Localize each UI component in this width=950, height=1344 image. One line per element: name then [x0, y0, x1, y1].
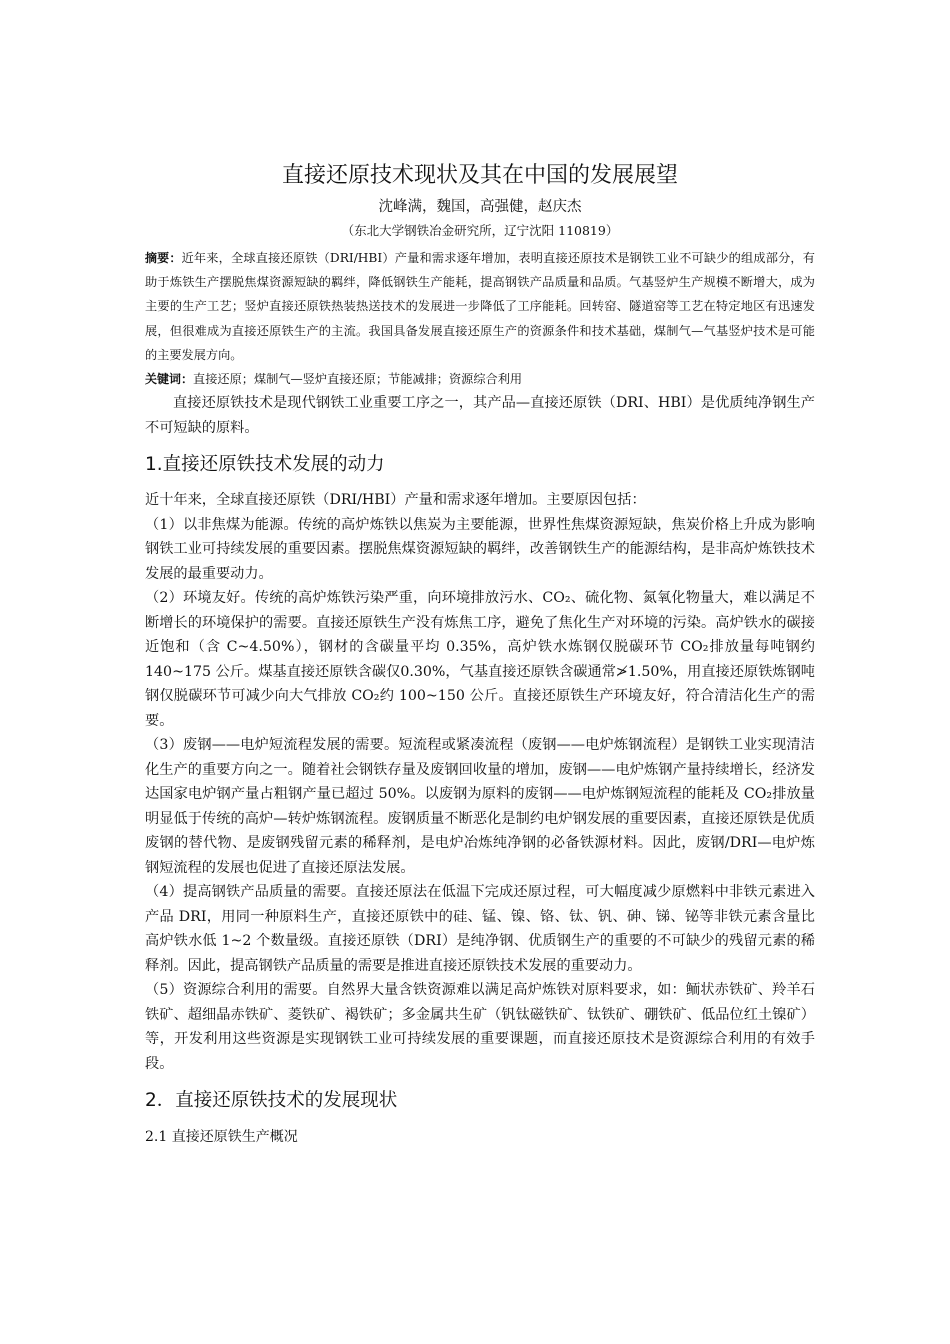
- section-1-heading: 1.直接还原铁技术发展的动力: [145, 454, 385, 476]
- section-1-lead: 近十年来，全球直接还原铁（DRI/HBI）产量和需求逐年增加。主要原因包括：: [145, 492, 646, 509]
- paper-page: [145, 158, 815, 1150]
- abstract-label: 摘要：: [145, 251, 182, 265]
- intro-paragraph: 直接还原铁技术是现代钢铁工业重要工序之一，其产品—直接还原铁（DRI、HBI）是优质纯净钢生产不可短缺的原料。: [145, 395, 815, 436]
- abstract-text: 近年来，全球直接还原铁（DRI/HBI）产量和需求逐年增加，表明直接还原技术是钢铁工业不可缺少的组成部分，有助于炼铁生产摆脱焦煤资源短缺的羁绊，降低钢铁生产能耗，提高钢铁产品质量和品质。气基竖炉生产规模不断增大，成为主要的生产工艺；竖炉直接还原铁热装热送技术的发展进一步降低了工序能耗。回转窑、隧道窑等工艺在特定地区有迅速发展，但很难成为直接还原铁生产的主流。我国具备发展直接还原生产的资源条件和技术基础，煤制气—气基竖炉技术是可能的主要发展方向。: [145, 251, 815, 362]
- keywords-label: 关键词：: [145, 372, 194, 387]
- abstract: [145, 246, 815, 367]
- section-1-item-3: （3）废钢——电炉短流程发展的需要。短流程或紧凑流程（废钢——电炉炼钢流程）是钢铁工业实现清洁化生产的重要方向之一。随着社会钢铁存量及废钢回收量的增加，废钢——电炉炼钢产量持续增长，经济发达国家电炉钢产量占粗钢产量已超过 50%。以废钢为原料的废钢——电炉炼钢短流程的能耗及 CO₂排放量明显低于传统的高炉—转炉炼钢流程。废钢质量不断恶化是制约电炉钢发展的重要因素，直接还原铁是优质废钢的替代物、是废钢残留元素的稀释剂，是电炉冶炼纯净钢的必备铁源材料。因此，废钢/DRI—电炉炼钢短流程的发展也促进了直接还原法发展。: [145, 737, 815, 876]
- paper-title: 直接还原技术现状及其在中国的发展展望: [281, 163, 678, 188]
- section-1-item-1: （1）以非焦煤为能源。传统的高炉炼铁以焦炭为主要能源，世界性焦煤资源短缺，焦炭价格上升成为影响钢铁工业可持续发展的重要因素。摆脱焦煤资源短缺的羁绊，改善钢铁生产的能源结构，是非高炉炼铁技术发展的最重要动力。: [145, 516, 815, 582]
- affiliation: （东北大学钢铁冶金研究所，辽宁沈阳 110819）: [341, 223, 619, 238]
- section-2-heading: 2．直接还原铁技术的发展现状: [145, 1090, 398, 1112]
- section-1-item-4: （4）提高钢铁产品质量的需要。直接还原法在低温下完成还原过程，可大幅度减少原燃料中非铁元素进入产品 DRI，用同一种原料生产，直接还原铁中的硅、锰、镍、铬、钛、钒、砷、锑、铋等非铁元素含量比高炉铁水低 1~2 个数量级。直接还原铁（DRI）是纯净钢、优质钢生产的重要的不可缺少的残留元素的稀释剂。因此，提高钢铁产品质量的需要是推进直接还原铁技术发展的重要动力。: [145, 884, 815, 974]
- section-1-item-5: （5）资源综合利用的需要。自然界大量含铁资源难以满足高炉炼铁对原料要求，如：鲕状赤铁矿、羚羊石铁矿、超细晶赤铁矿、菱铁矿、褐铁矿；多金属共生矿（钒钛磁铁矿、钛铁矿、硼铁矿、低品位红土镍矿）等，开发利用这些资源是实现钢铁工业可持续发展的重要课题，而直接还原技术是资源综合利用的有效手段。: [145, 982, 815, 1072]
- keywords: [145, 367, 815, 391]
- author-list: 沈峰满，魏国，高强健，赵庆杰: [378, 199, 582, 215]
- section-1-item-2: （2）环境友好。传统的高炉炼铁污染严重，向环境排放污水、CO₂、硫化物、氮氧化物量大，难以满足不断增长的环境保护的需要。直接还原铁生产没有炼焦工序，避免了焦化生产对环境的污染。高炉铁水的碳接近饱和（含 C~4.50%），钢材的含碳量平均 0.35%，高炉铁水炼钢仅脱碳环节 CO₂排放量每吨钢约 140~175 公斤。煤基直接还原铁含碳仅0.30%，气基直接还原铁含碳通常≯1.50%，用直接还原铁炼钢吨钢仅脱碳环节可减少向大气排放 CO₂约 100~150 公斤。直接还原铁生产环境友好，符合清洁化生产的需要。: [145, 590, 815, 729]
- keywords-text: 直接还原；煤制气—竖炉直接还原；节能减排；资源综合利用: [193, 372, 523, 387]
- subsection-2-1-heading: 2.1 直接还原铁生产概况: [145, 1129, 298, 1146]
